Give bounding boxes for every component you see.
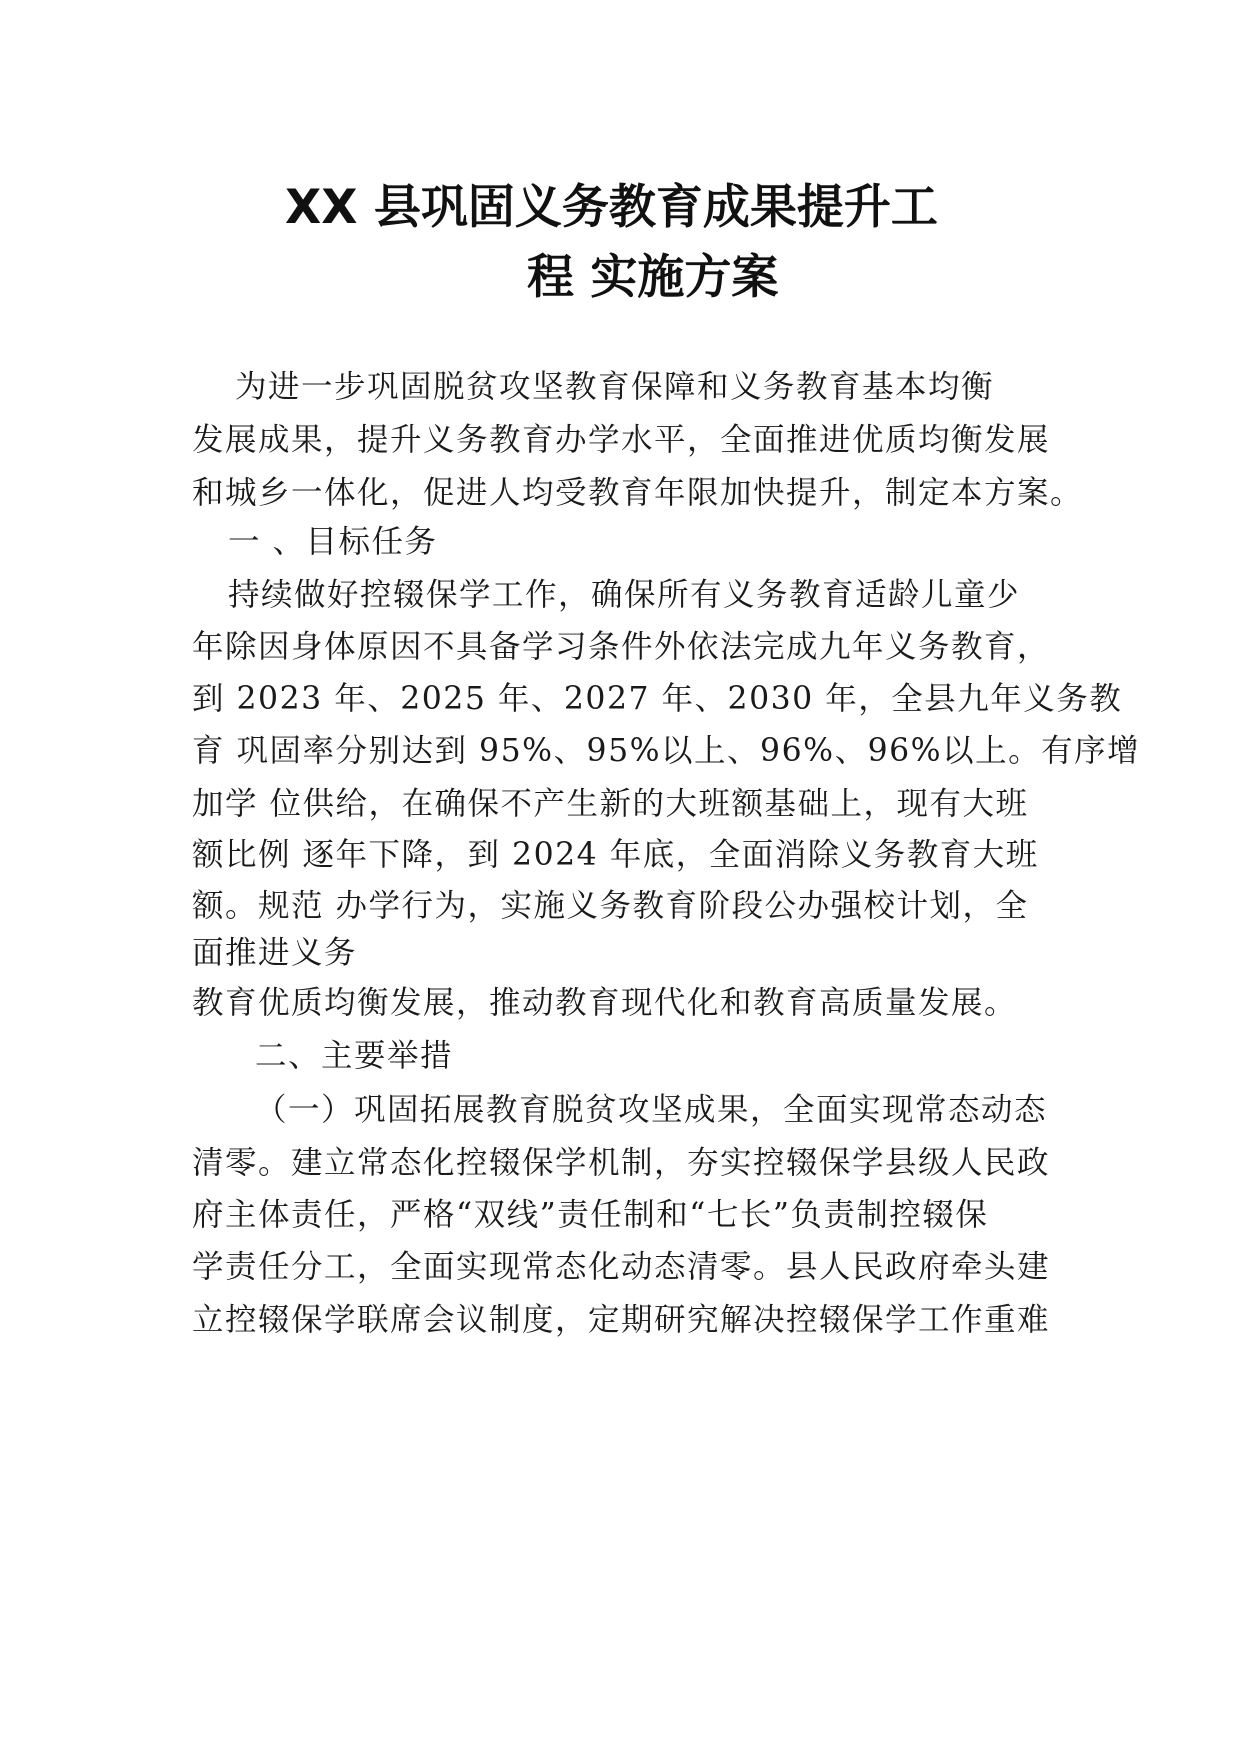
body-line: 府主体责任，严格“双线”责任制和“七长”负责制控辍保 bbox=[192, 1197, 989, 1233]
body-line: 加学 位供给，在确保不产生新的大班额基础上，现有大班 bbox=[192, 786, 1029, 822]
body-line: 额比例 逐年下降，到 2024 年底，全面消除义务教育大班 bbox=[192, 837, 1039, 873]
body-line: 立控辍保学联席会议制度，定期研究解决控辍保学工作重难 bbox=[192, 1302, 1051, 1338]
body-line: 面推进义务 bbox=[192, 935, 358, 971]
body-line: 为进一步巩固脱贫攻坚教育保障和义务教育基本均衡 bbox=[235, 369, 995, 405]
body-line: 发展成果，提升义务教育办学水平，全面推进优质均衡发展 bbox=[192, 422, 1051, 458]
document-title-line-2: 程 实施方案 bbox=[527, 250, 779, 305]
document-title-line-1: XX 县巩固义务教育成果提升工 bbox=[285, 180, 938, 235]
body-line: 教育优质均衡发展，推动教育现代化和教育高质量发展。 bbox=[192, 985, 1018, 1021]
section-heading: 二、主要举措 bbox=[255, 1038, 454, 1074]
body-line: 育 巩固率分别达到 95%、95%以上、96%、96%以上。有序增 bbox=[192, 733, 1141, 769]
body-line: 清零。建立常态化控辍保学机制，夯实控辍保学县级人民政 bbox=[192, 1145, 1051, 1181]
body-line: 额。规范 办学行为，实施义务教育阶段公办强校计划，全 bbox=[192, 888, 1029, 924]
section-heading: 一 、目标任务 bbox=[228, 524, 438, 560]
body-line: 学责任分工，全面实现常态化动态清零。县人民政府牵头建 bbox=[192, 1249, 1051, 1285]
body-line: 年除因身体原因不具备学习条件外依法完成九年义务教育， bbox=[192, 629, 1051, 665]
body-line: 到 2023 年、2025 年、2027 年、2030 年，全县九年义务教 bbox=[192, 681, 1123, 717]
body-line: （一）巩固拓展教育脱贫攻坚成果，全面实现常态动态 bbox=[255, 1092, 1048, 1128]
body-line: 和城乡一体化，促进人均受教育年限加快提升，制定本方案。 bbox=[192, 475, 1084, 511]
body-line: 持续做好控辍保学工作，确保所有义务教育适龄儿童少 bbox=[228, 577, 1021, 613]
